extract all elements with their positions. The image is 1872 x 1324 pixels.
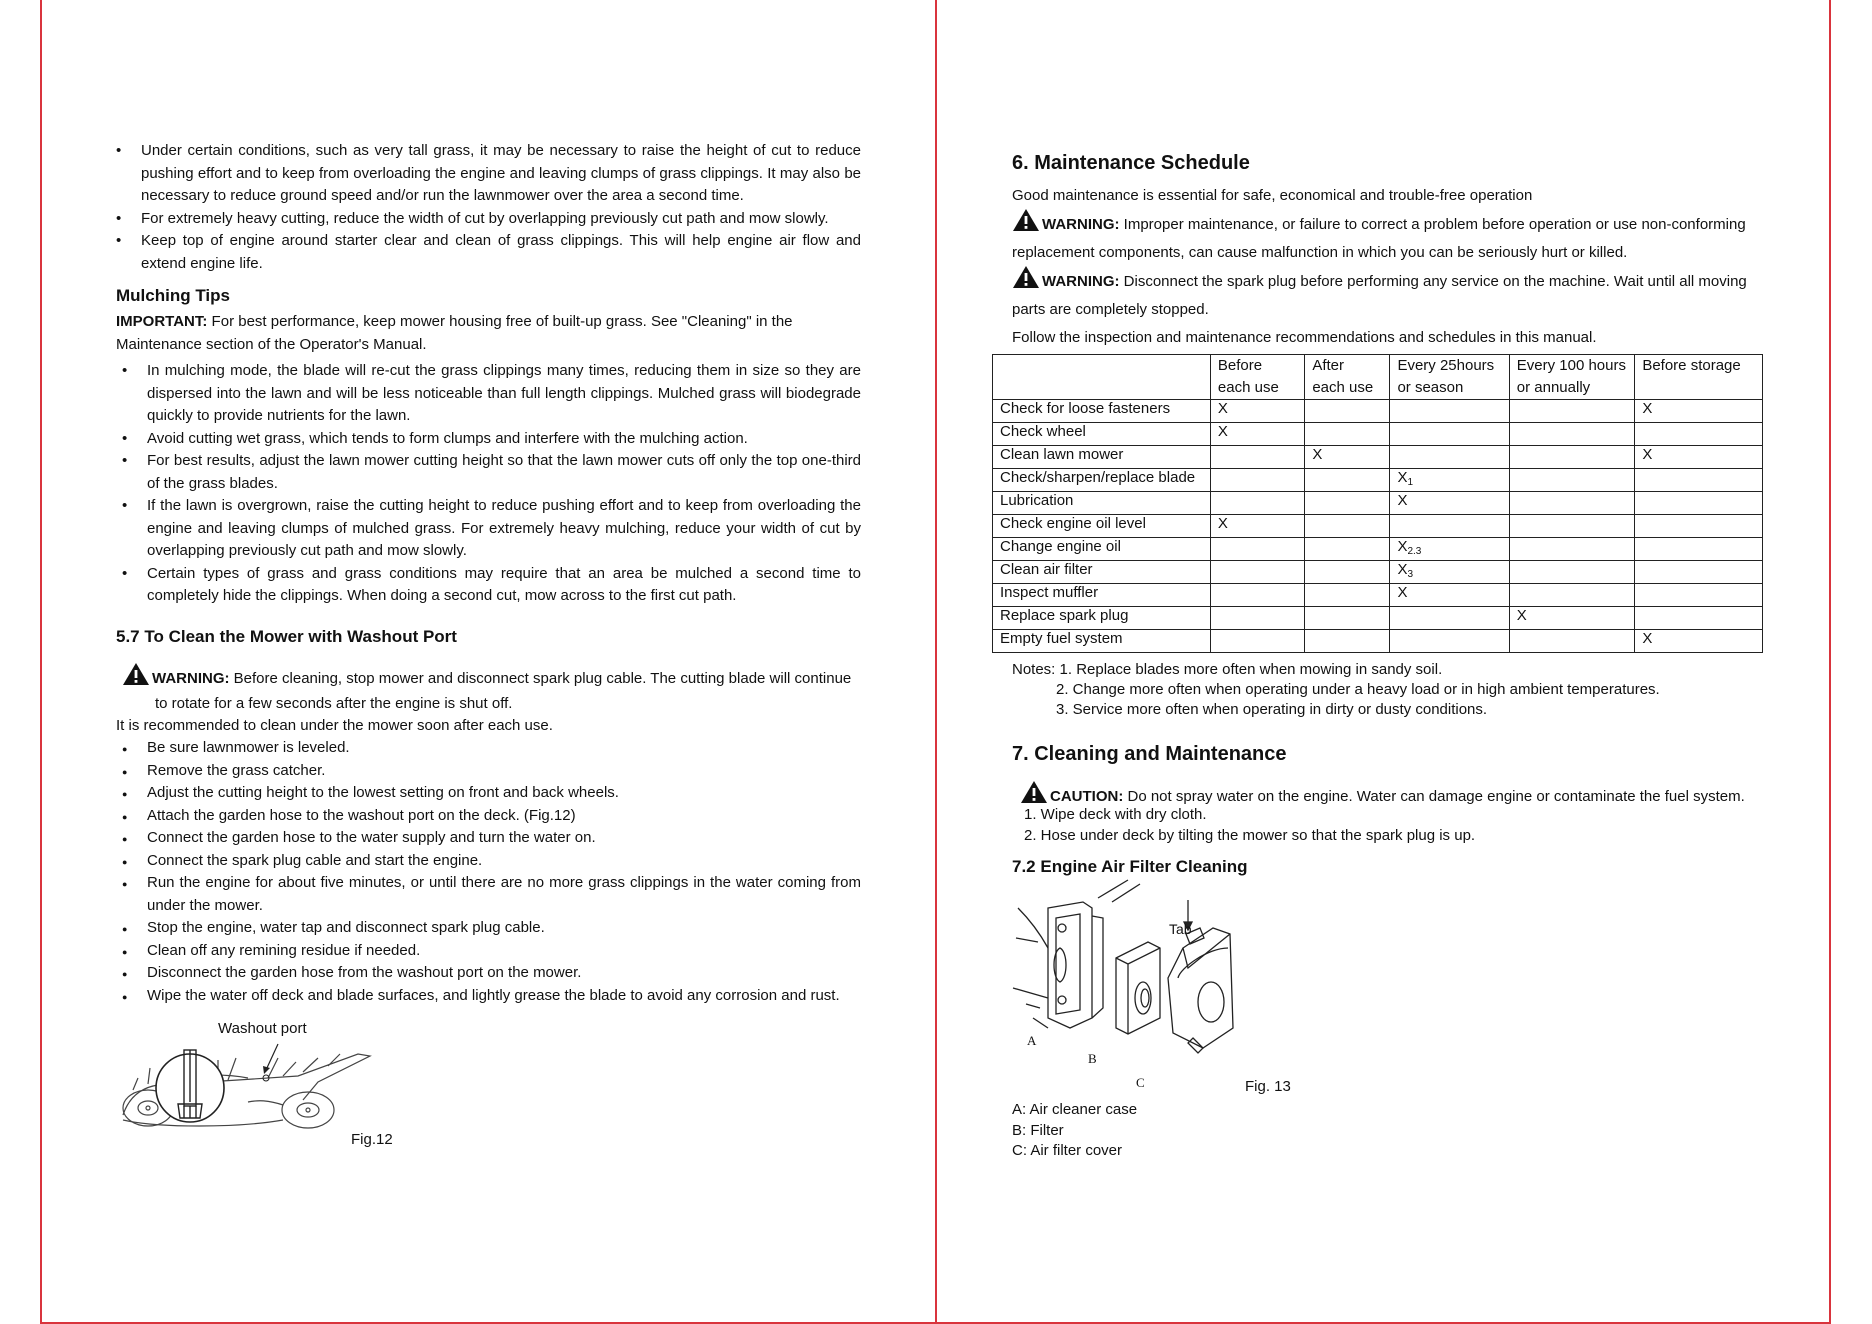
schedule-cell	[1390, 630, 1509, 653]
schedule-cell	[1509, 630, 1635, 653]
list-item	[116, 208, 861, 231]
maintenance-follow: Follow the inspection and maintenance recommendations and schedules in this manual.	[1012, 329, 1597, 346]
bullet-icon: ●	[122, 766, 128, 777]
page-divider	[935, 0, 937, 1324]
schedule-cell	[1509, 561, 1635, 584]
list-item-text: Remove the grass catcher.	[147, 761, 326, 779]
schedule-cell	[1509, 400, 1635, 423]
fig13-label-c: C	[1136, 1075, 1145, 1090]
list-item	[116, 140, 861, 208]
bullet-icon: ●	[122, 879, 128, 889]
mulching-bullets	[122, 360, 861, 608]
list-item-text: Adjust the cutting height to the lowest setting on front and back wheels.	[147, 784, 619, 801]
table-corner-cell	[993, 355, 1211, 400]
bullet-icon: •	[122, 429, 128, 447]
fig12-caption: Fig.12	[351, 1131, 393, 1148]
schedule-cell	[1635, 469, 1763, 492]
schedule-cell	[1305, 515, 1390, 538]
mulching-important	[116, 311, 816, 356]
schedule-cell	[1390, 400, 1509, 423]
important-label: IMPORTANT:	[116, 313, 208, 330]
washout-intro: It is recommended to clean under the mower soon after each use.	[116, 717, 553, 734]
schedule-mark: X	[1397, 584, 1408, 601]
maintenance-schedule-table	[992, 354, 1763, 653]
list-item	[122, 805, 861, 828]
schedule-note-ref: 1	[1407, 477, 1414, 488]
task-cell: Change engine oil	[993, 538, 1211, 561]
schedule-cell	[1305, 584, 1390, 607]
table-header-cell	[1635, 355, 1763, 400]
table-row	[993, 423, 1763, 446]
header-line: or season	[1397, 379, 1464, 396]
list-item-text: Under certain conditions, such as very tall grass, it may be necessary to raise the height of cut to reduce pushing effort and to keep from overloading the engine and leaving clumps of grass clippings. It may also be necessary to reduce ground speed and/or run the lawnmower over the area a second time.	[141, 142, 861, 204]
bullet-icon: ●	[122, 856, 128, 867]
caution-label: CAUTION:	[1050, 788, 1124, 805]
schedule-cell	[1509, 584, 1635, 607]
schedule-mark: X	[1217, 515, 1228, 532]
bullet-icon: •	[116, 142, 122, 159]
mulching-heading: Mulching Tips	[116, 286, 230, 305]
table-row	[993, 515, 1763, 538]
warning2-text: Disconnect the spark plug before performing any service on the machine. Wait until all moving	[1119, 273, 1747, 290]
list-item-text: Avoid cutting wet grass, which tends to form clumps and interfere with the mulching action.	[147, 429, 748, 447]
warning-icon	[1012, 265, 1040, 297]
list-item	[122, 940, 861, 963]
table-row	[993, 630, 1763, 653]
cleaning-steps	[1024, 805, 1475, 846]
cleaning-step-2: 2. Hose under deck by tilting the mower so that the spark plug is up.	[1024, 826, 1476, 844]
schedule-cell	[1635, 400, 1763, 423]
schedule-cell	[1210, 446, 1304, 469]
washout-warning	[122, 662, 867, 694]
list-item-text: Run the engine for about five minutes, or until there are no more grass clippings in the water coming from under the mower.	[147, 874, 861, 914]
schedule-cell	[1390, 423, 1509, 446]
list-item-text: If the lawn is overgrown, raise the cutting height to reduce pushing effort and to keep from overloading the engine and leaving clumps of mulched grass. For extremely heavy mulching, reduce your width of cut by overlapping previously cut path and mow slowly.	[147, 497, 861, 559]
legend-c: C: Air filter cover	[1012, 1142, 1123, 1159]
schedule-cell	[1210, 607, 1304, 630]
task-cell: Check engine oil level	[993, 515, 1211, 538]
maintenance-warning-1	[1012, 208, 1772, 240]
cleaning-step-1: 1. Wipe deck with dry cloth.	[1024, 806, 1207, 823]
washout-warning-text: Before cleaning, stop mower and disconnect spark plug cable. The cutting blade will continue	[229, 670, 852, 687]
schedule-cell	[1509, 446, 1635, 469]
list-item	[122, 495, 861, 563]
schedule-cell	[1509, 423, 1635, 446]
list-item-text: In mulching mode, the blade will re-cut the grass clippings many times, reducing them in size so they are dispersed into the lawn and will be less noticeable than full length clippings. Mulched grass will biodegrade quickly to provide nutrients for the lawn.	[147, 362, 861, 424]
schedule-cell	[1635, 492, 1763, 515]
schedule-cell	[1305, 561, 1390, 584]
note-3: 3. Service more often when operating in dirty or dusty conditions.	[1056, 701, 1488, 718]
list-item-text: Keep top of engine around starter clear and clean of grass clippings. This will help engine air flow and extend engine life.	[141, 232, 861, 272]
list-item	[122, 782, 861, 805]
legend-b: B: Filter	[1012, 1121, 1064, 1139]
schedule-cell	[1635, 446, 1763, 469]
list-item-text: Wipe the water off deck and blade surfaces, and lightly grease the blade to avoid any corrosion and rust.	[147, 986, 840, 1004]
list-item-text: Certain types of grass and grass conditions may require that an area be mulched a second time to completely hide the clippings. When doing a second cut, mow across to the first cut path.	[147, 564, 861, 604]
warning-icon	[1012, 208, 1040, 240]
washout-warning-label: WARNING:	[152, 670, 230, 687]
schedule-cell	[1390, 492, 1509, 515]
table-row	[993, 492, 1763, 515]
maintenance-warning-2	[1012, 265, 1772, 297]
fig13-label-tab: Tab	[1169, 921, 1192, 937]
maintenance-notes	[1012, 660, 1660, 720]
bullet-icon: •	[122, 362, 128, 379]
washout-warning-cont: to rotate for a few seconds after the engine is shut off.	[155, 695, 513, 712]
bullet-icon: ●	[122, 924, 128, 934]
schedule-cell	[1390, 469, 1509, 492]
schedule-cell	[1305, 492, 1390, 515]
bullet-icon: •	[122, 497, 128, 514]
fig13-legend	[1012, 1100, 1137, 1162]
schedule-cell	[1635, 630, 1763, 653]
washout-bullet-list	[122, 737, 861, 1007]
list-item	[122, 850, 861, 873]
header-line: Before storage	[1642, 357, 1741, 374]
schedule-cell	[1390, 538, 1509, 561]
schedule-cell	[1509, 607, 1635, 630]
table-row	[993, 561, 1763, 584]
table-row	[993, 469, 1763, 492]
table-row	[993, 538, 1763, 561]
note-2: 2. Change more often when operating under a heavy load or in high ambient temperatures.	[1056, 681, 1660, 698]
page-border-left	[40, 0, 42, 1324]
maintenance-heading: 6. Maintenance Schedule	[1012, 152, 1250, 174]
header-line: each use	[1217, 379, 1279, 396]
schedule-mark: X	[1642, 446, 1653, 463]
table-row	[993, 584, 1763, 607]
air-filter-figure	[1008, 878, 1258, 1093]
list-item	[122, 450, 861, 495]
list-item	[116, 230, 861, 275]
fig13-label-a: A	[1027, 1033, 1037, 1048]
list-item-text: Disconnect the garden hose from the washout port on the mower.	[147, 964, 582, 981]
task-cell: Lubrication	[993, 492, 1211, 515]
washout-port-label: Washout port	[218, 1020, 307, 1037]
list-item-text: Clean off any remining residue if needed.	[147, 941, 421, 959]
table-header-cell	[1210, 355, 1304, 400]
schedule-cell	[1210, 584, 1304, 607]
list-item-text: Attach the garden hose to the washout port on the deck. (Fig.12)	[147, 806, 576, 824]
warning-icon	[122, 662, 150, 694]
schedule-cell	[1210, 538, 1304, 561]
cleaning-heading: 7. Cleaning and Maintenance	[1012, 743, 1287, 765]
schedule-cell	[1210, 630, 1304, 653]
schedule-mark: X	[1516, 607, 1527, 624]
maintenance-warning-2-cont: parts are completely stopped.	[1012, 301, 1209, 318]
maintenance-intro: Good maintenance is essential for safe, economical and trouble-free operation	[1012, 187, 1533, 204]
page-border-right	[1829, 0, 1831, 1324]
schedule-cell	[1390, 584, 1509, 607]
schedule-cell	[1210, 492, 1304, 515]
table-row	[993, 400, 1763, 423]
schedule-cell	[1635, 515, 1763, 538]
schedule-cell	[1390, 561, 1509, 584]
list-item	[122, 985, 861, 1008]
top-bullet-list	[116, 140, 861, 275]
header-line: After	[1312, 357, 1345, 374]
schedule-cell	[1305, 538, 1390, 561]
list-item	[122, 428, 861, 451]
fig13-caption: Fig. 13	[1245, 1078, 1291, 1095]
schedule-cell	[1305, 423, 1390, 446]
task-cell: Replace spark plug	[993, 607, 1211, 630]
note-1: Notes: 1. Replace blades more often when mowing in sandy soil.	[1012, 661, 1443, 678]
header-line: Before	[1217, 357, 1263, 374]
schedule-mark: X	[1217, 400, 1228, 417]
bullet-icon: •	[116, 209, 122, 227]
table-row	[993, 446, 1763, 469]
mulching-bullet-list	[122, 360, 861, 608]
header-line: Every 100 hours	[1516, 357, 1626, 374]
schedule-mark: X	[1642, 630, 1653, 647]
header-line: or annually	[1516, 379, 1591, 396]
schedule-cell	[1509, 492, 1635, 515]
washout-bullets	[122, 737, 861, 1007]
schedule-cell	[1390, 446, 1509, 469]
schedule-cell	[1305, 446, 1390, 469]
schedule-mark: X	[1312, 446, 1323, 463]
schedule-mark: X	[1397, 492, 1408, 509]
header-line: Every 25hours	[1397, 357, 1495, 374]
bullet-icon: •	[122, 564, 128, 582]
air-filter-heading: 7.2 Engine Air Filter Cleaning	[1012, 857, 1248, 876]
bullet-icon: •	[116, 232, 122, 249]
schedule-cell	[1210, 515, 1304, 538]
list-item-text: For extremely heavy cutting, reduce the width of cut by overlapping previously cut path and mow slowly.	[141, 209, 829, 227]
schedule-cell	[1635, 561, 1763, 584]
schedule-cell	[1390, 515, 1509, 538]
task-cell: Clean air filter	[993, 561, 1211, 584]
list-item-text: For best results, adjust the lawn mower cutting height so that the lawn mower cuts off only the top one-third of the grass blades.	[147, 452, 861, 492]
important-text: For best performance, keep mower housing free of built-up grass. See "Cleaning" in the Maintenance section of the Operator's Manual.	[116, 313, 793, 353]
schedule-cell	[1305, 630, 1390, 653]
task-cell: Check/sharpen/replace blade	[993, 469, 1211, 492]
schedule-mark: X	[1397, 469, 1408, 486]
list-item	[122, 360, 861, 428]
list-item	[122, 563, 861, 608]
schedule-cell	[1509, 469, 1635, 492]
fig13-label-b: B	[1088, 1051, 1097, 1066]
schedule-cell	[1635, 423, 1763, 446]
header-line: each use	[1312, 379, 1374, 396]
bullet-icon: •	[122, 452, 128, 469]
warning2-label: WARNING:	[1042, 273, 1120, 290]
schedule-mark: X	[1642, 400, 1653, 417]
table-header-cell	[1305, 355, 1390, 400]
schedule-cell	[1210, 561, 1304, 584]
schedule-cell	[1390, 607, 1509, 630]
task-cell: Inspect muffler	[993, 584, 1211, 607]
schedule-note-ref: 3	[1407, 569, 1414, 580]
bullet-icon: ●	[122, 811, 128, 822]
legend-a: A: Air cleaner case	[1012, 1101, 1138, 1118]
list-item	[122, 962, 861, 985]
list-item-text: Connect the spark plug cable and start the engine.	[147, 851, 483, 869]
list-item-text: Stop the engine, water tap and disconnect spark plug cable.	[147, 919, 545, 936]
table-header-cell	[1509, 355, 1635, 400]
schedule-mark: X	[1397, 561, 1408, 578]
list-item-text: Connect the garden hose to the water supply and turn the water on.	[147, 829, 596, 846]
bullet-icon: ●	[122, 744, 128, 754]
schedule-mark: X	[1397, 538, 1408, 555]
schedule-cell	[1305, 607, 1390, 630]
table-row	[993, 607, 1763, 630]
left-top-bullets	[116, 140, 861, 275]
list-item	[122, 760, 861, 783]
table-header-row	[993, 355, 1763, 400]
schedule-cell	[1635, 538, 1763, 561]
list-item	[122, 737, 861, 760]
warning1-label: WARNING:	[1042, 216, 1120, 233]
schedule-cell	[1635, 584, 1763, 607]
warning1-text: Improper maintenance, or failure to correct a problem before operation or use non-conforming	[1119, 216, 1746, 233]
schedule-cell	[1635, 607, 1763, 630]
bullet-icon: ●	[122, 969, 128, 979]
bullet-icon: ●	[122, 991, 128, 1002]
list-item	[122, 827, 861, 850]
table-header-cell	[1390, 355, 1509, 400]
schedule-cell	[1305, 400, 1390, 423]
caution-text: Do not spray water on the engine. Water can damage engine or contaminate the fuel system.	[1123, 788, 1745, 805]
schedule-cell	[1210, 423, 1304, 446]
washout-heading: 5.7 To Clean the Mower with Washout Port	[116, 627, 457, 646]
task-cell: Empty fuel system	[993, 630, 1211, 653]
schedule-cell	[1210, 400, 1304, 423]
task-cell: Clean lawn mower	[993, 446, 1211, 469]
schedule-note-ref: 2.3	[1407, 546, 1422, 557]
list-item-text: Be sure lawnmower is leveled.	[147, 739, 350, 756]
maintenance-warning-1-cont: replacement components, can cause malfunction in which you can be seriously hurt or killed.	[1012, 244, 1628, 261]
schedule-cell	[1305, 469, 1390, 492]
schedule-mark: X	[1217, 423, 1228, 440]
schedule-cell	[1210, 469, 1304, 492]
task-cell: Check for loose fasteners	[993, 400, 1211, 423]
bullet-icon: ●	[122, 946, 128, 957]
bullet-icon: ●	[122, 789, 128, 799]
task-cell: Check wheel	[993, 423, 1211, 446]
list-item	[122, 917, 861, 940]
list-item	[122, 872, 861, 917]
schedule-cell	[1509, 515, 1635, 538]
lawnmower-washout-figure	[118, 1040, 378, 1130]
schedule-cell	[1509, 538, 1635, 561]
bullet-icon: ●	[122, 834, 128, 844]
